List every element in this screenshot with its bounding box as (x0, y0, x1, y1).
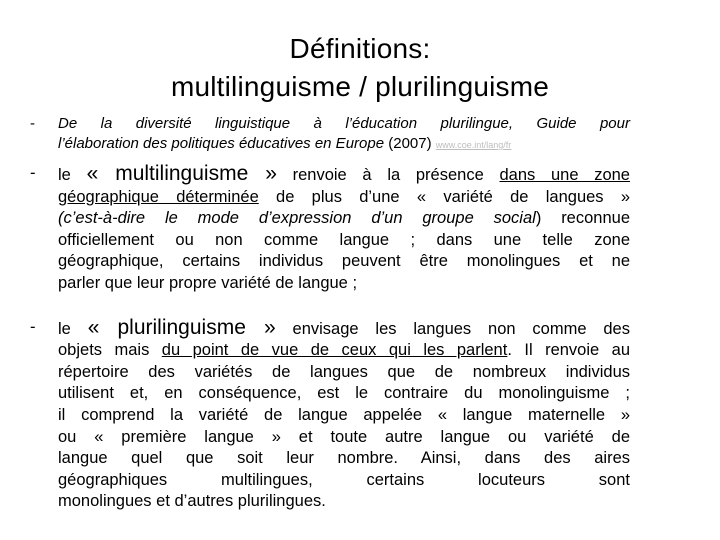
multi-l3-post: ) reconnue (535, 209, 630, 228)
multi-line-4: officiellement ou non comme langue ; dans une telle zone (58, 230, 630, 249)
source-year: (2007) (384, 135, 436, 152)
multi-line-3 (58, 208, 630, 230)
bullet-list (30, 114, 630, 513)
multi-term: « multilinguisme » (86, 162, 277, 185)
source-title-part-2: l’élaboration des politiques éducatives en Europe (58, 135, 385, 152)
pluri-pre: le (58, 319, 88, 338)
multi-line-2 (58, 187, 630, 209)
pluri-line-4: utilisent et, en conséquence, est le contraire du monolinguisme ; (58, 384, 630, 403)
bullet-multilinguisme (30, 163, 630, 295)
slide-title (0, 30, 720, 106)
pluri-line-5: il comprend la variété de langue appelée « langue maternelle » (58, 405, 630, 424)
pluri-l1-post: envisage les langues non comme des (275, 319, 630, 338)
pluri-line-9: monolingues et d’autres plurilingues. (58, 492, 326, 511)
pluri-l2-post: . Il renvoie au (507, 341, 631, 360)
multi-l1-underlined: dans une zone (499, 166, 630, 184)
pluri-line-3: répertoire des variétés de langues que de nombreux individus (58, 362, 630, 381)
source-title-part-1: De la diversité linguistique à l’éducation plurilingue, Guide pour (58, 115, 630, 132)
source-line-1 (58, 114, 630, 134)
multi-l2-underlined: géographique déterminée (58, 187, 259, 206)
pluri-term: « plurilinguisme » (87, 315, 276, 339)
title-line-1: Définitions: (289, 33, 431, 64)
multi-line-5: géographique, certains individus peuvent être monolingues et ne (58, 252, 630, 271)
pluri-l2-pre: objets mais (58, 341, 162, 360)
pluri-line-8: géographiques multilingues, certains locuteurs sont (58, 470, 630, 489)
multi-line-6: parler que leur propre variété de langue ; (58, 273, 358, 292)
pluri-line-7: langue quel que soit leur nombre. Ainsi, dans des aires (58, 449, 630, 468)
source-link[interactable]: www.coe.int/lang/fr (435, 140, 512, 150)
pluri-line-2 (58, 340, 630, 362)
pluri-line-1 (58, 317, 630, 341)
pluri-l2-underlined: du point de vue de ceux qui les parlent (161, 341, 508, 360)
bullet-plurilinguisme (30, 317, 630, 513)
multi-l2-post: de plus d’une « variété de langues » (258, 187, 631, 206)
bullet-dash: - (30, 115, 35, 132)
multi-pre: le (58, 166, 87, 184)
bullet-source (30, 114, 630, 155)
multi-line-1 (58, 163, 630, 187)
title-line-2: multilinguisme / plurilinguisme (170, 71, 550, 102)
source-line-2 (58, 134, 630, 155)
multi-l1-post: renvoie à la présence (276, 166, 500, 184)
pluri-line-6: ou « première langue » et toute autre langue ou variété de (58, 427, 630, 446)
multi-l3-italic: (c’est-à-dire le mode d’expression d’un groupe social (58, 209, 536, 228)
bullet-dash: - (30, 317, 36, 336)
bullet-dash: - (30, 164, 36, 182)
